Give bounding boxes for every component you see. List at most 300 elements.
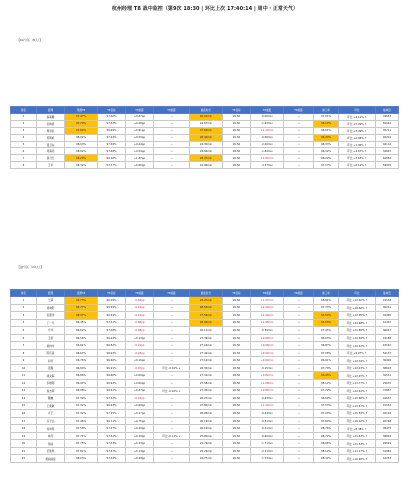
battle-cell-t8-trend: 环比 -0.10% ↓ [154,387,190,395]
ka-cell-cutoff-time: 26.44min [190,114,223,121]
battle-cell-time-gap: +2.03min [251,304,284,312]
ka-cell-time-target: 26.50 [223,148,251,155]
battle-cell-t8-trend: → [154,304,190,312]
battle-cell-time-trend: → [284,319,314,327]
battle-cell-time-gap: -0.31min [251,425,284,433]
battle-cell-t8-trend: → [154,402,190,410]
ka-cell-t8-gap: +0.59pp [126,134,154,141]
ka-cell-manager: 周思恒 [37,127,65,134]
battle-cell-rank: 8 [11,349,37,357]
ka-table-row [11,127,399,134]
battle-cell-time-trend: → [284,395,314,403]
ka-cell-t8-target: 97.00% [98,114,126,121]
ka-col-time-gap: T8差距 [251,107,284,114]
battle-cell-t8-gap: -0.22pp [126,304,154,312]
battle-cell-cutoff-time: 27.14min [190,357,223,365]
ka-cell-t8-gap: +0.91pp [126,127,154,134]
ka-cell-cutoff-time: 22.96min [190,162,223,169]
battle-cell-rank: 19 [11,432,37,440]
battle-cell-time-target: 26.50 [223,455,251,463]
battle-cell-forecast-t8: 95.77% [65,304,98,312]
battle-cell-participation: 94.58% [314,319,339,327]
battle-cell-participation: 96.87% [314,342,339,350]
battle-cell-order-volume: 31981 [376,447,399,455]
battle-cell-mom-change: 环比 +11.53% ↑ [339,440,376,448]
battle-cell-t8-target: 96.82% [98,342,126,350]
battle-cell-manager: 丁一凡 [37,319,65,327]
battle-cell-manager: 方玲 [37,327,65,335]
ka-cell-time-trend: → [284,155,314,162]
battle-cell-order-volume: 32531 [376,372,399,380]
battle-cell-participation: 97.53% [314,402,339,410]
battle-cell-time-gap: -0.31min [251,417,284,425]
battle-cell-time-gap: -0.15min [251,364,284,372]
battle-cell-mom-change: 环比 +13.47% ↑ [339,402,376,410]
battle-cell-time-gap: +1.08min [251,380,284,388]
battle-cell-rank: 16 [11,410,37,418]
battle-cell-manager: 张璐 [37,364,65,372]
battle-col-rank: 排名 [11,290,37,297]
ka-cell-time-gap: -1.84min [251,148,284,155]
ka-cell-time-target: 26.50 [223,162,251,169]
battle-cell-rank: 20 [11,440,37,448]
battle-col-participation: 参工率 [314,290,339,297]
battle-cell-manager: 刘晓阳 [37,304,65,312]
battle-cell-time-trend: → [284,387,314,395]
battle-cell-cutoff-time: 27.35min [190,387,223,395]
battle-cell-time-gap: -0.44min [251,410,284,418]
battle-cell-participation: 97.72% [314,387,339,395]
battle-cell-cutoff-time: 28.53min [190,304,223,312]
battle-cell-time-gap: +1.96min [251,319,284,327]
battle-cell-forecast-t8: 97.75% [65,440,98,448]
battle-cell-mom-change: 环比 +15.55% ↑ [339,410,376,418]
battle-cell-cutoff-time: 26.07min [190,395,223,403]
ka-cell-participation: 96.32% [314,148,339,155]
ka-cell-rank: 5 [11,141,37,148]
battle-cell-time-gap: +0.82min [251,372,284,380]
ka-cell-t8-target: 96.36% [98,155,126,162]
battle-cell-participation: 98.06% [314,440,339,448]
battle-cell-t8-target: 97.15% [98,410,126,418]
battle-cell-forecast-t8: 96.62% [65,327,98,335]
ka-cell-time-trend: → [284,114,314,121]
battle-cell-t8-target: 96.93% [98,349,126,357]
battle-cell-time-target: 26.50 [223,297,251,305]
battle-cell-t8-target: 96.60% [98,357,126,365]
battle-cell-mom-change: 环比 +11.43% ↑ [339,432,376,440]
battle-cell-time-target: 26.50 [223,395,251,403]
ka-cell-rank: 6 [11,148,37,155]
battle-cell-mom-change: 环比 +13.77% ↑ [339,380,376,388]
ka-cell-order-volume: 62852 [376,155,399,162]
ka-cell-t8-gap: +0.28pp [126,120,154,127]
ka-cell-t8-target: 97.48% [98,148,126,155]
battle-cell-participation: 97.70% [314,364,339,372]
ka-cell-forecast-t8: 97.70% [65,120,98,127]
battle-cell-manager: 王倩 [37,297,65,305]
battle-cell-t8-gap: -0.22pp [126,395,154,403]
ka-cell-mom-change: 环比 +0.10% ↑ [339,162,376,169]
battle-cell-mom-change: 环比 +16.02% ↑ [339,417,376,425]
ka-cell-t8-target: 97.43% [98,134,126,141]
battle-cell-mom-change: 环比 +9.97% ↑ [339,349,376,357]
battle-table-row [11,319,399,327]
battle-cell-t8-gap: +0.30pp [126,425,154,433]
battle-cell-rank: 21 [11,447,37,455]
battle-cell-order-volume: 42657 [376,395,399,403]
battle-cell-rank: 12 [11,380,37,388]
battle-cell-rank: 2 [11,304,37,312]
battle-cell-manager: 冯子言 [37,417,65,425]
battle-cell-cutoff-time: 26.19min [190,425,223,433]
battle-col-time-target: T8目标 [223,290,251,297]
battle-cell-cutoff-time: 28.47min [190,297,223,305]
ka-cell-manager: 裴卫东 [37,141,65,148]
ka-cell-manager: 刘海涛 [37,148,65,155]
battle-table-row [11,395,399,403]
ka-cell-order-volume: 34653 [376,114,399,121]
battle-cell-participation: 96.91% [314,357,339,365]
battle-cell-t8-gap: +0.17pp [126,410,154,418]
ka-cell-forecast-t8: 97.47% [65,114,98,121]
battle-cell-time-trend: → [284,417,314,425]
battle-cell-cutoff-time: 26.06min [190,410,223,418]
battle-cell-t8-target: 97.27% [98,425,126,433]
battle-table-row [11,425,399,433]
ka-table-row [11,141,399,148]
ka-cell-time-target: 26.50 [223,141,251,148]
ka-cell-order-volume: 46112 [376,141,399,148]
ka-col-t8-gap: T8差距 [126,107,154,114]
ka-cell-participation: 97.01% [314,114,339,121]
battle-cell-t8-target: 97.08% [98,327,126,335]
battle-cell-time-target: 26.50 [223,327,251,335]
battle-cell-t8-trend: → [154,410,190,418]
battle-cell-mom-change: 环比 +14.68% ↑ [339,319,376,327]
battle-cell-manager: 卢艺 [37,410,65,418]
battle-cell-t8-target: 97.52% [98,395,126,403]
ka-cell-order-volume: 40222 [376,134,399,141]
battle-cell-order-volume: 26748 [376,417,399,425]
ka-cell-cutoff-time: 24.87min [190,120,223,127]
battle-cell-rank: 7 [11,342,37,350]
ka-table-row [11,120,399,127]
battle-cell-time-trend: → [284,455,314,463]
ka-cell-order-volume: 59344 [376,120,399,127]
battle-cell-time-trend: → [284,380,314,388]
battle-cell-time-trend: → [284,349,314,357]
ka-col-t8-trend: T8差距 [154,107,190,114]
ka-cell-mom-change: 环比 +4.67% ↑ [339,148,376,155]
ka-cell-rank: 4 [11,134,37,141]
battle-cell-forecast-t8: 97.32% [65,410,98,418]
ka-col-t8-target: T8目标 [98,107,126,114]
battle-cell-t8-gap: -0.56pp [126,297,154,305]
battle-cell-mom-change: 环比 +14.42% ↑ [339,342,376,350]
battle-table-row [11,312,399,320]
ka-col-mom-change: 环比 [339,107,376,114]
battle-cell-mom-change: 环比 +10.43% ↑ [339,364,376,372]
ka-cell-t8-gap: +0.54pp [126,148,154,155]
battle-col-cutoff-time: 截流时长 [190,290,223,297]
battle-cell-t8-gap: +0.49pp [126,455,154,463]
battle-table-row [11,297,399,305]
battle-cell-mom-change: 环比 +12.97% ↑ [339,372,376,380]
battle-cell-t8-gap: -0.26pp [126,349,154,357]
battle-cell-participation: 98.12% [314,380,339,388]
ka-cell-t8-trend: → [154,134,190,141]
battle-cell-mom-change: 环比 +11.89% ↑ [339,327,376,335]
battle-cell-manager: 李晓明 [37,380,65,388]
ka-cell-time-target: 26.50 [223,155,251,162]
battle-table-row [11,372,399,380]
ka-cell-order-volume: 35711 [376,127,399,134]
battle-col-time-gap: T8差距 [251,290,284,297]
ka-cell-time-gap: -1.63min [251,120,284,127]
ka-cell-t8-trend: → [154,148,190,155]
ka-table [10,106,399,169]
battle-cell-forecast-t8: 97.71% [65,432,98,440]
ka-cell-t8-target: 96.99% [98,127,126,134]
battle-cell-time-gap: -2.21min [251,447,284,455]
battle-cell-rank: 13 [11,387,37,395]
battle-cell-forecast-t8: 96.35% [65,319,98,327]
battle-cell-forecast-t8: 98.03% [65,455,98,463]
battle-cell-participation: 98.12% [314,447,339,455]
battle-table [10,289,399,463]
battle-cell-order-volume: 29529 [376,440,399,448]
battle-cell-rank: 11 [11,372,37,380]
battle-table-row [11,387,399,395]
battle-cell-time-target: 26.50 [223,364,251,372]
battle-table-row [11,357,399,365]
ka-cell-participation: 96.20% [314,134,339,141]
battle-cell-order-volume: 40116 [376,410,399,418]
battle-table-row [11,417,399,425]
ka-cell-forecast-t8: 98.03% [65,141,98,148]
battle-cell-participation: 98.81% [314,297,339,305]
ka-cell-mom-change: 环比 +3.99% ↑ [339,127,376,134]
battle-cell-manager: 陈庆昌 [37,349,65,357]
battle-cell-t8-gap: +0.37pp [126,387,154,395]
battle-cell-t8-trend: → [154,297,190,305]
battle-cell-cutoff-time: 25.90min [190,432,223,440]
battle-cell-manager: 胡文海 [37,372,65,380]
ka-col-manager: 经理 [37,107,65,114]
battle-cell-mom-change: 环比 +12.61% ↑ [339,387,376,395]
battle-cell-time-trend: → [284,297,314,305]
battle-cell-t8-trend: → [154,372,190,380]
battle-cell-t8-trend: → [154,357,190,365]
ka-cell-forecast-t8: 98.34% [65,162,98,169]
battle-cell-time-gap: -0.60min [251,432,284,440]
battle-cell-forecast-t8: 97.46% [65,417,98,425]
battle-col-manager: 经理 [37,290,65,297]
battle-cell-rank: 1 [11,297,37,305]
battle-cell-t8-trend: → [154,334,190,342]
ka-col-order-volume: 截单量 [376,107,399,114]
battle-cell-rank: 17 [11,417,37,425]
battle-cell-rank: 10 [11,364,37,372]
battle-cell-t8-gap: +0.14pp [126,447,154,455]
battle-table-row [11,402,399,410]
battle-cell-time-gap: +0.89min [251,334,284,342]
battle-cell-mom-change: 环比 +12.05% ↑ [339,312,376,320]
ka-cell-time-gap: -2.20min [251,141,284,148]
battle-cell-t8-gap: -0.86pp [126,319,154,327]
ka-cell-manager: 麻海鹏 [37,114,65,121]
battle-cell-cutoff-time: 27.16min [190,342,223,350]
battle-cell-order-volume: 43142 [376,342,399,350]
ka-cell-time-gap: -0.06min [251,134,284,141]
battle-cell-time-target: 26.50 [223,425,251,433]
ka-cell-t8-target: 97.77% [98,162,126,169]
ka-cell-time-trend: → [284,134,314,141]
battle-col-order-volume: 截单量 [376,290,399,297]
battle-cell-time-target: 26.50 [223,334,251,342]
ka-cell-time-trend: → [284,141,314,148]
battle-cell-order-volume: 41307 [376,319,399,327]
ka-cell-cutoff-time: 27.62min [190,127,223,134]
battle-col-mom-change: 环比 [339,290,376,297]
battle-cell-time-target: 26.50 [223,372,251,380]
battle-cell-t8-gap: -0.21pp [126,342,154,350]
battle-cell-forecast-t8: 96.37% [65,312,98,320]
battle-cell-time-trend: → [284,327,314,335]
battle-cell-time-gap: +1.04min [251,312,284,320]
ka-cell-time-trend: → [284,162,314,169]
battle-cell-participation: 97.45% [314,327,339,335]
battle-cell-t8-target: 97.64% [98,455,126,463]
battle-cell-time-trend: → [284,334,314,342]
ka-cell-participation: 98.22% [314,155,339,162]
battle-table-row [11,410,399,418]
battle-cell-mom-change: 环比 +12.20% ↑ [339,297,376,305]
battle-cell-forecast-t8: 97.32% [65,402,98,410]
battle-cell-time-trend: → [284,312,314,320]
battle-cell-time-gap: +0.85min [251,387,284,395]
battle-cell-t8-trend: → [154,349,190,357]
battle-cell-t8-target: 96.61% [98,387,126,395]
battle-cell-participation: 97.73% [314,304,339,312]
battle-cell-mom-change: 环比 +11.17% ↑ [339,447,376,455]
battle-cell-cutoff-time: 27.58min [190,380,223,388]
battle-cell-time-gap: +0.66min [251,342,284,350]
ka-cell-time-gap: +1.12min [251,127,284,134]
battle-cell-rank: 22 [11,455,37,463]
battle-cell-manager: 何雯 [37,357,65,365]
ka-cell-time-trend: → [284,120,314,127]
battle-cell-t8-gap: +0.69pp [126,402,154,410]
ka-cell-mom-change: 环比 +5.99% ↑ [339,120,376,127]
battle-cell-time-trend: → [284,342,314,350]
battle-cell-participation: 98.76% [314,425,339,433]
battle-cell-time-target: 26.50 [223,304,251,312]
ka-cell-cutoff-time: 26.44min [190,134,223,141]
battle-cell-participation: 96.03% [314,334,339,342]
ka-col-cutoff-time: 截流时长 [190,107,223,114]
battle-cell-participation: 96.45% [314,372,339,380]
battle-cell-time-target: 26.50 [223,380,251,388]
ka-cell-t8-gap: +0.66pp [126,162,154,169]
battle-cell-t8-target: 96.80% [98,372,126,380]
ka-cell-manager: 侯月红 [37,155,65,162]
battle-cell-time-gap: -1.73min [251,455,284,463]
battle-cell-time-trend: → [284,410,314,418]
battle-cell-t8-gap: +0.13pp [126,334,154,342]
battle-cell-time-target: 26.50 [223,440,251,448]
battle-cell-time-trend: → [284,372,314,380]
battle-cell-order-volume: 41154 [376,402,399,410]
battle-cell-mom-change: 环比 +12.34% ↑ [339,357,376,365]
battle-cell-t8-trend: 环比 -0.10% ↓ [154,364,190,372]
ka-cell-time-gap: -3.57min [251,162,284,169]
ka-table-row [11,155,399,162]
battle-cell-t8-gap: -0.07pp [126,364,154,372]
ka-cell-t8-trend: → [154,120,190,127]
ka-table-row [11,148,399,155]
ka-cell-rank: 8 [11,162,37,169]
battle-cell-cutoff-time: 24.79min [190,440,223,448]
battle-col-time-trend: T8差距 [284,290,314,297]
battle-cell-time-gap: +0.64min [251,357,284,365]
battle-cell-t8-trend: → [154,455,190,463]
battle-col-t8-trend: T8差距 [154,290,190,297]
battle-table-row [11,349,399,357]
battle-cell-t8-trend: → [154,312,190,320]
battle-cell-order-volume: 37857 [376,387,399,395]
ka-cell-forecast-t8: 98.02% [65,148,98,155]
battle-cell-t8-gap: +0.39pp [126,432,154,440]
ka-cell-cutoff-time: 28.37min [190,155,223,162]
battle-table-row [11,447,399,455]
battle-cell-forecast-t8: 96.61% [65,342,98,350]
battle-cell-cutoff-time: 24.77min [190,455,223,463]
battle-cell-cutoff-time: 26.19min [190,417,223,425]
battle-table-row [11,342,399,350]
battle-cell-forecast-t8: 96.86% [65,372,98,380]
battle-cell-forecast-t8: 96.84% [65,364,98,372]
battle-cell-time-gap: +1.97min [251,297,284,305]
ka-cell-time-trend: → [284,148,314,155]
battle-cell-time-gap: -0.39min [251,327,284,335]
battle-table-row [11,304,399,312]
battle-cell-time-trend: → [284,440,314,448]
battle-cell-time-target: 26.50 [223,319,251,327]
battle-cell-order-volume: 30494 [376,357,399,365]
battle-cell-t8-trend: → [154,380,190,388]
ka-col-rank: 排名 [11,107,37,114]
battle-table-row [11,432,399,440]
battle-cell-mom-change: 环比 +8.38% ↑ [339,425,376,433]
battle-table-row [11,334,399,342]
ka-cell-manager: 郑明艳 [37,134,65,141]
ka-cell-cutoff-time: 24.30min [190,141,223,148]
ka-cell-time-target: 26.50 [223,114,251,121]
battle-cell-order-volume: 42180 [376,334,399,342]
battle-cell-time-target: 26.50 [223,447,251,455]
battle-cell-t8-gap: -0.22pp [126,312,154,320]
battle-cell-cutoff-time: 27.82min [190,402,223,410]
ka-cell-t8-trend: → [154,114,190,121]
ka-cell-time-target: 26.50 [223,134,251,141]
ka-cell-time-target: 26.50 [223,127,251,134]
battle-table-row [11,380,399,388]
ka-cell-order-volume: 34697 [376,148,399,155]
ka-cell-t8-trend: → [154,155,190,162]
battle-cell-time-target: 26.50 [223,417,251,425]
